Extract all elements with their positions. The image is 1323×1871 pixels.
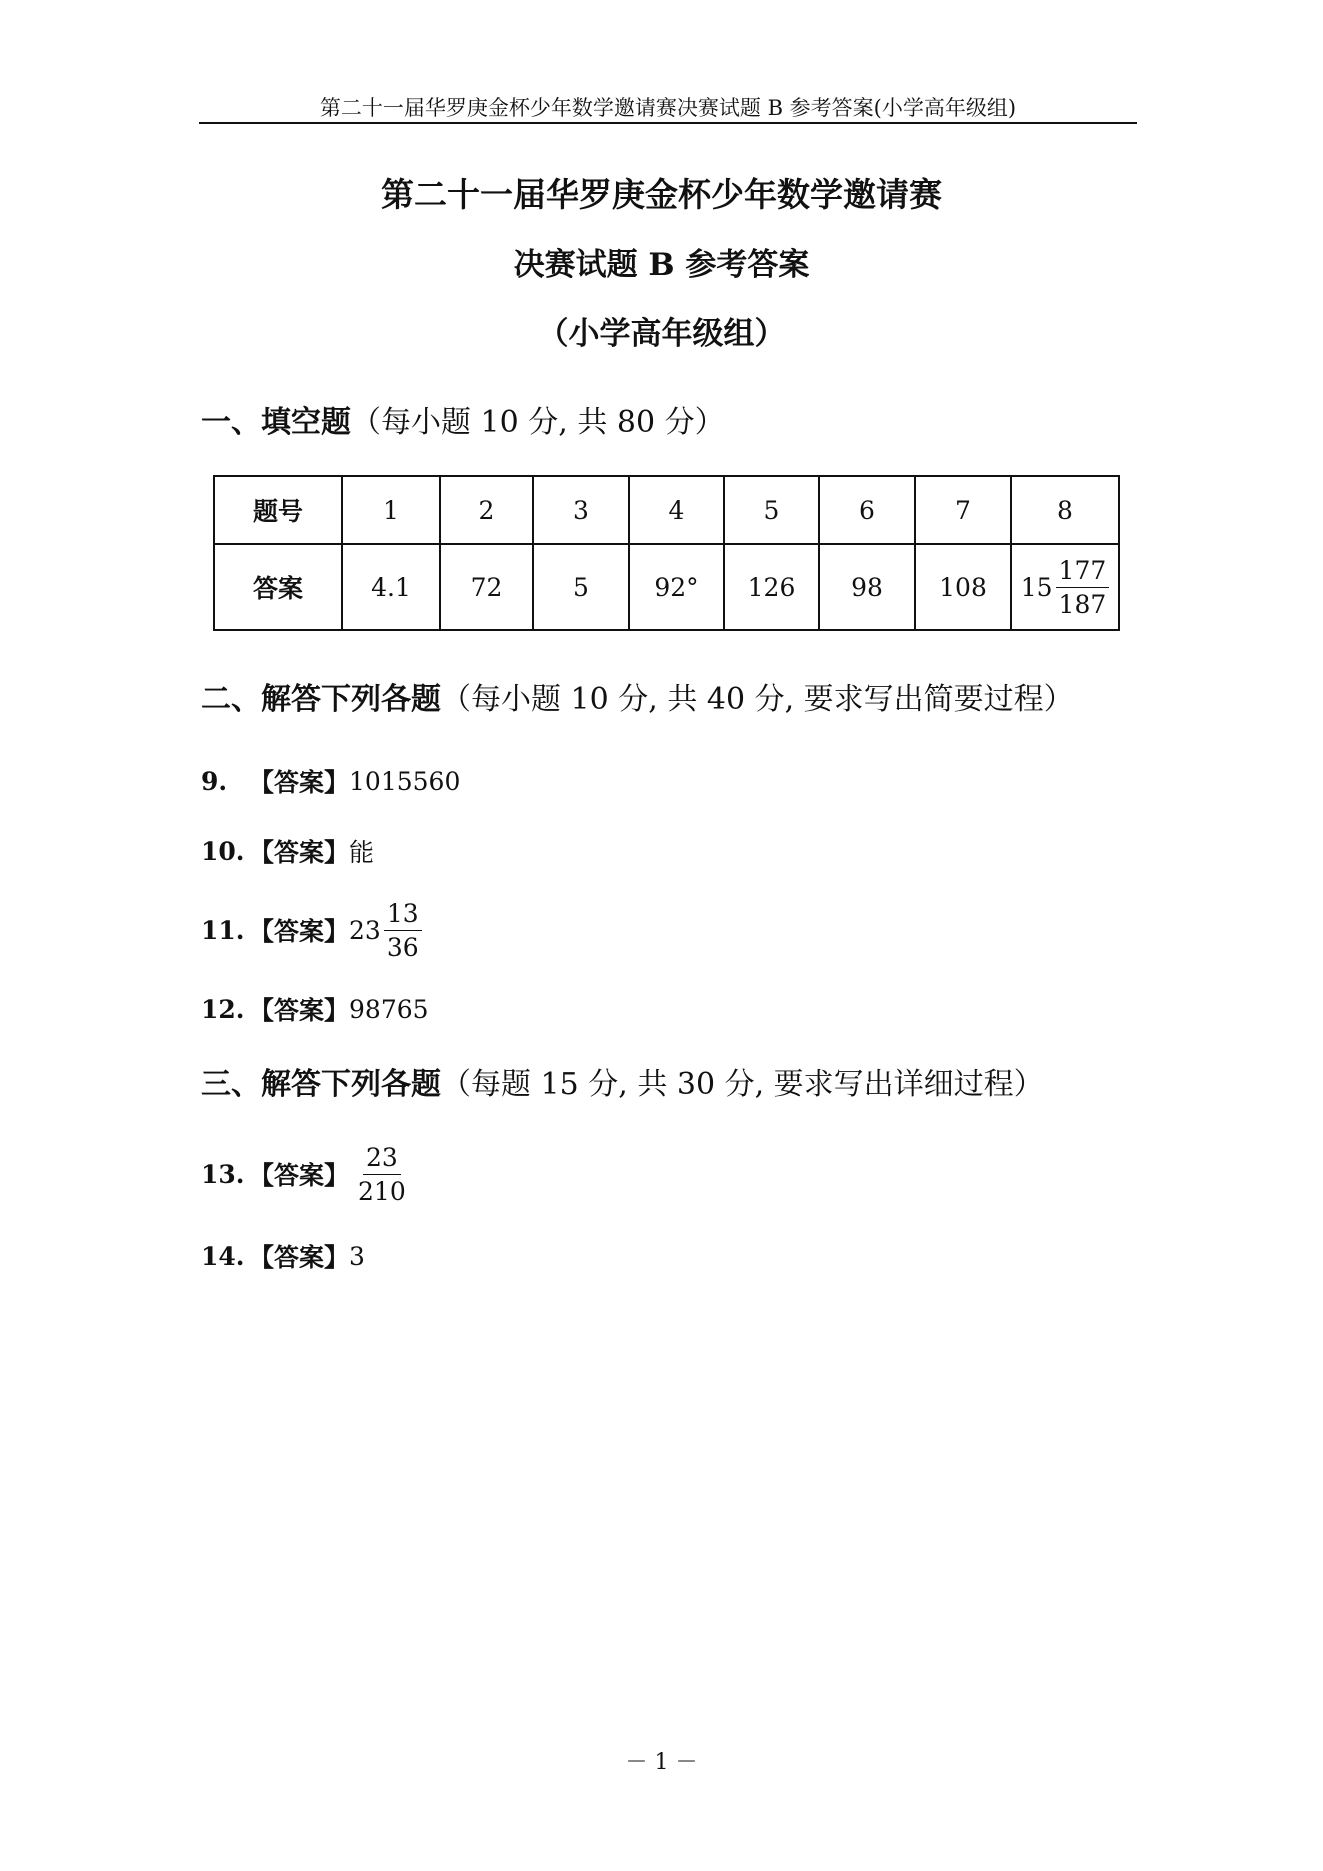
section-2-heading	[201, 680, 1074, 720]
fraction-whole: 15	[1020, 572, 1053, 602]
table-answer: 126	[724, 544, 819, 630]
fraction	[355, 1142, 409, 1206]
document-title: 第二十一届华罗庚金杯少年数学邀请赛	[381, 175, 942, 214]
document-subtitle: 决赛试题 B 参考答案	[513, 247, 810, 283]
answer-label: 【答案】	[249, 917, 350, 946]
table-answer: 98	[819, 544, 915, 630]
section-1-note: （每小题 10 分, 共 80 分）	[351, 405, 725, 440]
question-number: 6	[819, 476, 915, 544]
document-group: （小学高年级组）	[537, 316, 786, 352]
question-label: 10.	[201, 836, 245, 866]
fraction-whole: 23	[349, 915, 381, 945]
answer-item-13	[201, 1140, 409, 1208]
question-number: 2	[440, 476, 533, 544]
question-number: 3	[533, 476, 629, 544]
section-3-title: 三、解答下列各题	[201, 1067, 441, 1102]
answer-label: 【答案】	[249, 768, 350, 797]
fraction-denominator: 36	[386, 932, 419, 962]
mixed-fraction	[349, 898, 422, 962]
question-number: 1	[342, 476, 440, 544]
table-answer: 108	[915, 544, 1011, 630]
table-row-numbers	[214, 476, 1119, 544]
page-number: － 1 －	[625, 1750, 698, 1775]
question-number: 4	[629, 476, 724, 544]
header-rule	[199, 122, 1137, 124]
answer-table	[213, 475, 1120, 631]
answer-value: 1015560	[349, 766, 461, 796]
answer-item-10	[201, 832, 374, 870]
table-answer: 5	[533, 544, 629, 630]
question-label: 14.	[201, 1241, 245, 1271]
section-3-heading	[201, 1065, 1044, 1105]
answer-value: 98765	[349, 994, 429, 1024]
question-number: 5	[724, 476, 819, 544]
fraction	[384, 898, 422, 962]
answer-label: 【答案】	[249, 996, 350, 1025]
answer-label: 【答案】	[249, 1243, 350, 1272]
table-answer: 92°	[629, 544, 724, 630]
table-answer-8	[1011, 544, 1119, 630]
answer-item-9	[201, 762, 460, 800]
answer-item-12	[201, 990, 429, 1028]
answer-label: 【答案】	[249, 1161, 350, 1190]
fraction-denominator: 187	[1058, 589, 1107, 619]
section-2-note: （每小题 10 分, 共 40 分, 要求写出简要过程）	[441, 682, 1074, 717]
question-label: 13.	[201, 1159, 245, 1189]
answer-value: 能	[349, 838, 375, 867]
question-number: 7	[915, 476, 1011, 544]
fraction-denominator: 210	[358, 1176, 406, 1206]
question-label: 11.	[201, 915, 245, 945]
section-3-note: （每题 15 分, 共 30 分, 要求写出详细过程）	[441, 1067, 1044, 1102]
running-header: 第二十一届华罗庚金杯少年数学邀请赛决赛试题 B 参考答案(小学高年级组)	[319, 96, 1017, 120]
section-1-title: 一、填空题	[201, 405, 351, 440]
table-answer: 72	[440, 544, 533, 630]
answer-item-14	[201, 1237, 365, 1275]
fraction-numerator: 177	[1056, 558, 1110, 588]
question-label: 9.	[201, 766, 228, 796]
mixed-fraction	[1020, 555, 1110, 619]
question-label: 12.	[201, 994, 245, 1024]
answer-item-11	[201, 896, 422, 964]
fraction-numerator: 13	[384, 901, 422, 931]
answer-label: 【答案】	[249, 838, 350, 867]
table-answer: 4.1	[342, 544, 440, 630]
answer-value: 3	[349, 1241, 365, 1271]
question-number: 8	[1011, 476, 1119, 544]
row-label-number: 题号	[214, 476, 342, 544]
fraction-numerator: 23	[363, 1145, 401, 1175]
fraction	[1056, 555, 1110, 619]
row-label-answer: 答案	[214, 544, 342, 630]
section-1-heading	[201, 403, 725, 443]
section-2-title: 二、解答下列各题	[201, 682, 441, 717]
table-row-answers	[214, 544, 1119, 630]
